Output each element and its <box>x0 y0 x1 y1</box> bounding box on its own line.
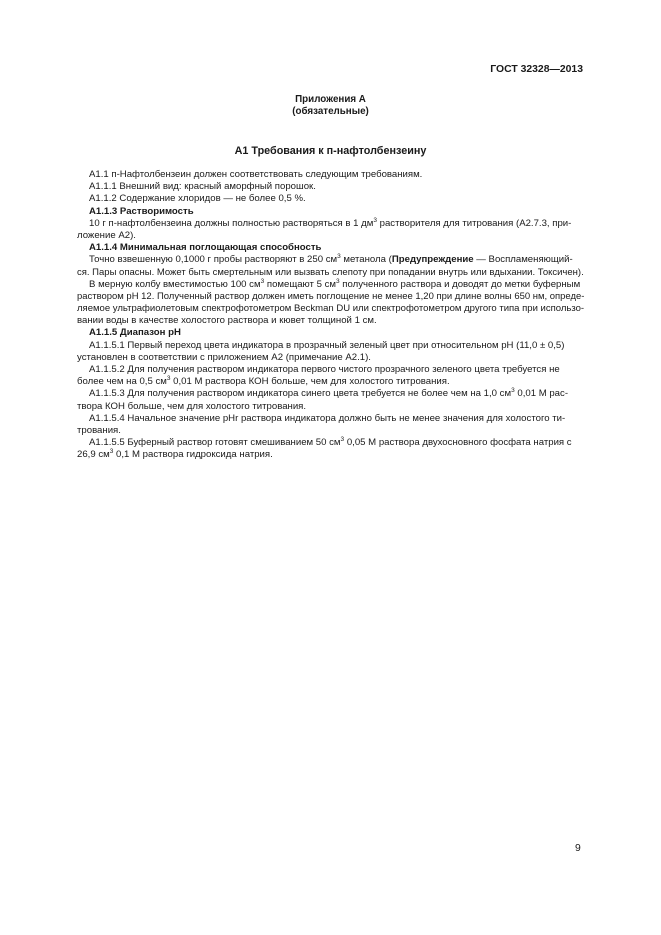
text-run: Точно взвешенную 0,1000 г пробы растворяют в 250 см <box>89 254 338 266</box>
text-line <box>77 388 584 400</box>
text-run: — Воспламеняющий- <box>473 254 573 266</box>
page-number: 9 <box>575 843 581 854</box>
superscript: 3 <box>260 277 265 285</box>
section-title: А1 Требования к п-нафтолбензеину <box>234 145 427 157</box>
bold-text: А1.1.3 Растворимость <box>89 205 194 217</box>
text-run: установлен в соответствии с приложением А2 (примечание А2.1). <box>77 351 371 363</box>
text-run: А1.1.5.2 Для получения раствором индикатора первого чистого прозрачного зеленого цвета требуется не <box>89 364 560 375</box>
text-run: вании воды в качестве холостого раствора и кювет толщиной 1 см. <box>77 315 377 327</box>
superscript: 3 <box>166 375 171 383</box>
text-run: трования. <box>77 424 121 436</box>
text-line <box>77 364 584 376</box>
text-run: полученного раствора и доводят до метки буферным <box>339 278 581 290</box>
superscript: 3 <box>109 448 114 456</box>
text-run: 0,01 М раствора КОН больше, чем для холостого титрования. <box>170 376 450 388</box>
bold-text: А1.1.4 Минимальная поглощающая способность <box>89 242 322 254</box>
text-line <box>77 352 584 364</box>
text-run: А1.1.5.1 Первый переход цвета индикатора в прозрачный зеленый цвет при относительном рН (11,0 ± 0,5) <box>89 339 565 351</box>
text-run: ся. Пары опасны. Может быть смертельным или вызвать слепоту при попадании внутрь или вдыхании. Токсичен). <box>77 266 584 278</box>
text-run: 0,1 М раствора гидроксида натрия. <box>113 449 273 461</box>
standard-code: ГОСТ 32328—2013 <box>490 64 583 75</box>
superscript: 3 <box>373 216 377 224</box>
superscript: 3 <box>511 387 515 395</box>
text-run: 0,01 М рас- <box>514 388 569 400</box>
text-line <box>77 303 585 315</box>
text-line <box>77 340 584 352</box>
document-body <box>77 169 584 462</box>
text-line <box>77 206 584 218</box>
text-run: В мерную колбу вместимостью 100 см <box>89 278 261 290</box>
text-run: 0,05 М раствора двухосновного фосфата натрия с <box>344 437 572 449</box>
text-line <box>77 413 584 425</box>
text-line <box>77 425 584 437</box>
text-run: А1.1 п-Нафтолбензеин должен соответствовать следующим требованиям. <box>89 169 423 180</box>
appendix-subtitle: (обязательные) <box>292 106 369 117</box>
text-line <box>77 327 584 339</box>
superscript: 3 <box>340 436 345 444</box>
appendix-title: Приложения А <box>295 94 366 105</box>
text-run: А1.1.5.4 Начальное значение рНr раствора индикатора должно быть не менее значения для холостого ти- <box>89 412 566 424</box>
text-line <box>77 290 585 303</box>
text-run: растворителя для титрования (А2.7.3, при- <box>376 217 572 229</box>
text-line <box>77 242 584 254</box>
text-line <box>77 376 584 388</box>
bold-text: А1.1.5 Диапазон рН <box>89 327 181 339</box>
text-run: А1.1.2 Содержание хлоридов — не более 0,5 %. <box>89 193 306 205</box>
text-run: А1.1.5.3 Для получения раствором индикатора синего цвета требуется не более чем на 1,0 см <box>89 388 512 400</box>
text-run: более чем на 0,5 см <box>77 376 167 388</box>
text-run: ляемое ультрафиолетовым спектрофотометром Beckman DU или спектрофотометром другого типа при использо- <box>77 303 585 315</box>
text-run: 26,9 см <box>77 449 110 461</box>
text-line <box>77 169 584 181</box>
text-line <box>77 218 584 230</box>
text-line <box>77 315 584 327</box>
text-line <box>77 437 584 449</box>
appendix-heading <box>0 94 661 118</box>
text-run: 10 г п-нафтолбензеина должны полностью растворяться в 1 дм <box>89 217 374 229</box>
superscript: 3 <box>336 277 340 285</box>
text-line <box>77 193 584 205</box>
text-line <box>77 181 584 193</box>
text-run: А1.1.5.5 Буферный раствор готовят смешиванием 50 см <box>89 437 341 449</box>
text-run: метанола ( <box>340 254 392 266</box>
text-run: ложение А2). <box>77 229 136 241</box>
text-line <box>77 254 584 266</box>
text-line <box>77 279 584 291</box>
superscript: 3 <box>337 253 341 261</box>
text-run: А1.1.1 Внешний вид: красный аморфный порошок. <box>89 181 316 193</box>
text-line <box>77 266 584 279</box>
text-run: помещают 5 см <box>264 278 336 290</box>
text-line <box>77 401 584 413</box>
bold-text: Предупреждение <box>391 254 474 266</box>
text-run: твора КОН больше, чем для холостого титрования. <box>77 400 307 412</box>
text-line <box>77 449 584 461</box>
text-run: раствором рН 12. Полученный раствор должен иметь поглощение не менее 1,20 при длине волны 650 нм, опреде- <box>77 290 585 302</box>
text-line <box>77 230 584 242</box>
